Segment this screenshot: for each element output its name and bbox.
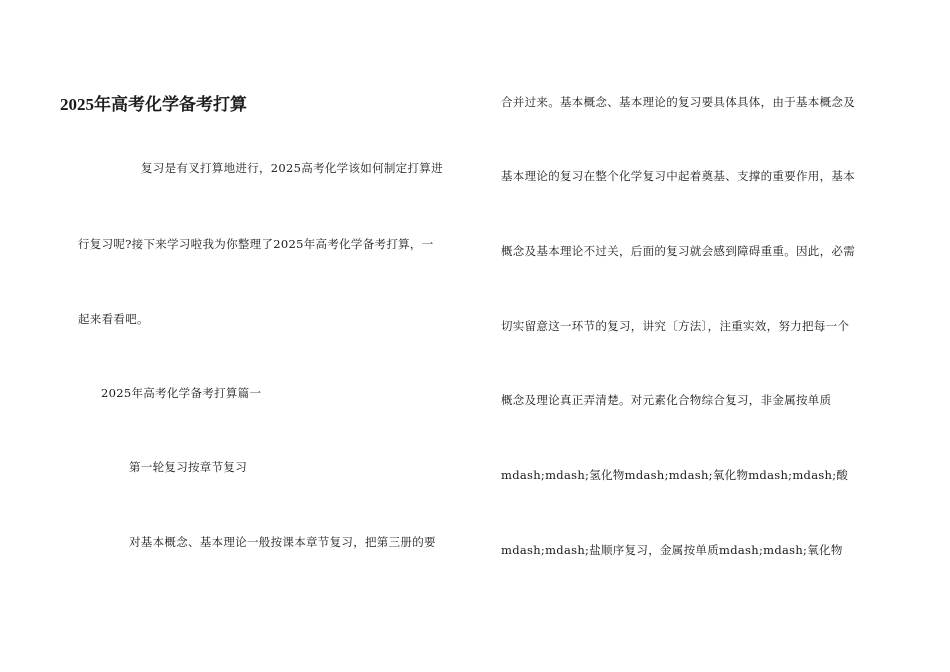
right-paragraph-line-4: 切实留意这一环节的复习，讲究〔方法〕，注重实效，努力把每一个 xyxy=(501,319,850,333)
right-paragraph-line-5: 概念及理论真正弄清楚。对元素化合物综合复习，非金属按单质 xyxy=(501,393,832,407)
left-paragraph-line-4: 对基本概念、基本理论一般按课本章节复习，把第三册的要 xyxy=(129,535,436,549)
right-paragraph-line-2: 基本理论的复习在整个化学复习中起着奠基、支撑的重要作用，基本 xyxy=(501,169,855,183)
right-paragraph-line-3: 概念及基本理论不过关，后面的复习就会感到障碍重重。因此，必需 xyxy=(501,244,855,258)
right-paragraph-line-1: 合并过来。基本概念、基本理论的复习要具体具体，由于基本概念及 xyxy=(501,95,855,109)
left-paragraph-line-2: 行复习呢?接下来学习啦我为你整理了2025年高考化学备考打算，一 xyxy=(78,237,434,251)
subsection-heading: 第一轮复习按章节复习 xyxy=(129,460,247,474)
left-paragraph-line-3: 起来看看吧。 xyxy=(78,312,149,326)
left-paragraph-line-1: 复习是有叉打算地进行，2025高考化学该如何制定打算进 xyxy=(141,161,443,175)
section-heading: 2025年高考化学备考打算篇一 xyxy=(101,386,262,400)
right-paragraph-line-6: mdash;mdash;氢化物mdash;mdash;氧化物mdash;mdash;酸 xyxy=(501,468,849,482)
right-paragraph-line-7: mdash;mdash;盐顺序复习，金属按单质mdash;mdash;氧化物 xyxy=(501,543,843,557)
document-title: 2025年高考化学备考打算 xyxy=(60,95,247,114)
